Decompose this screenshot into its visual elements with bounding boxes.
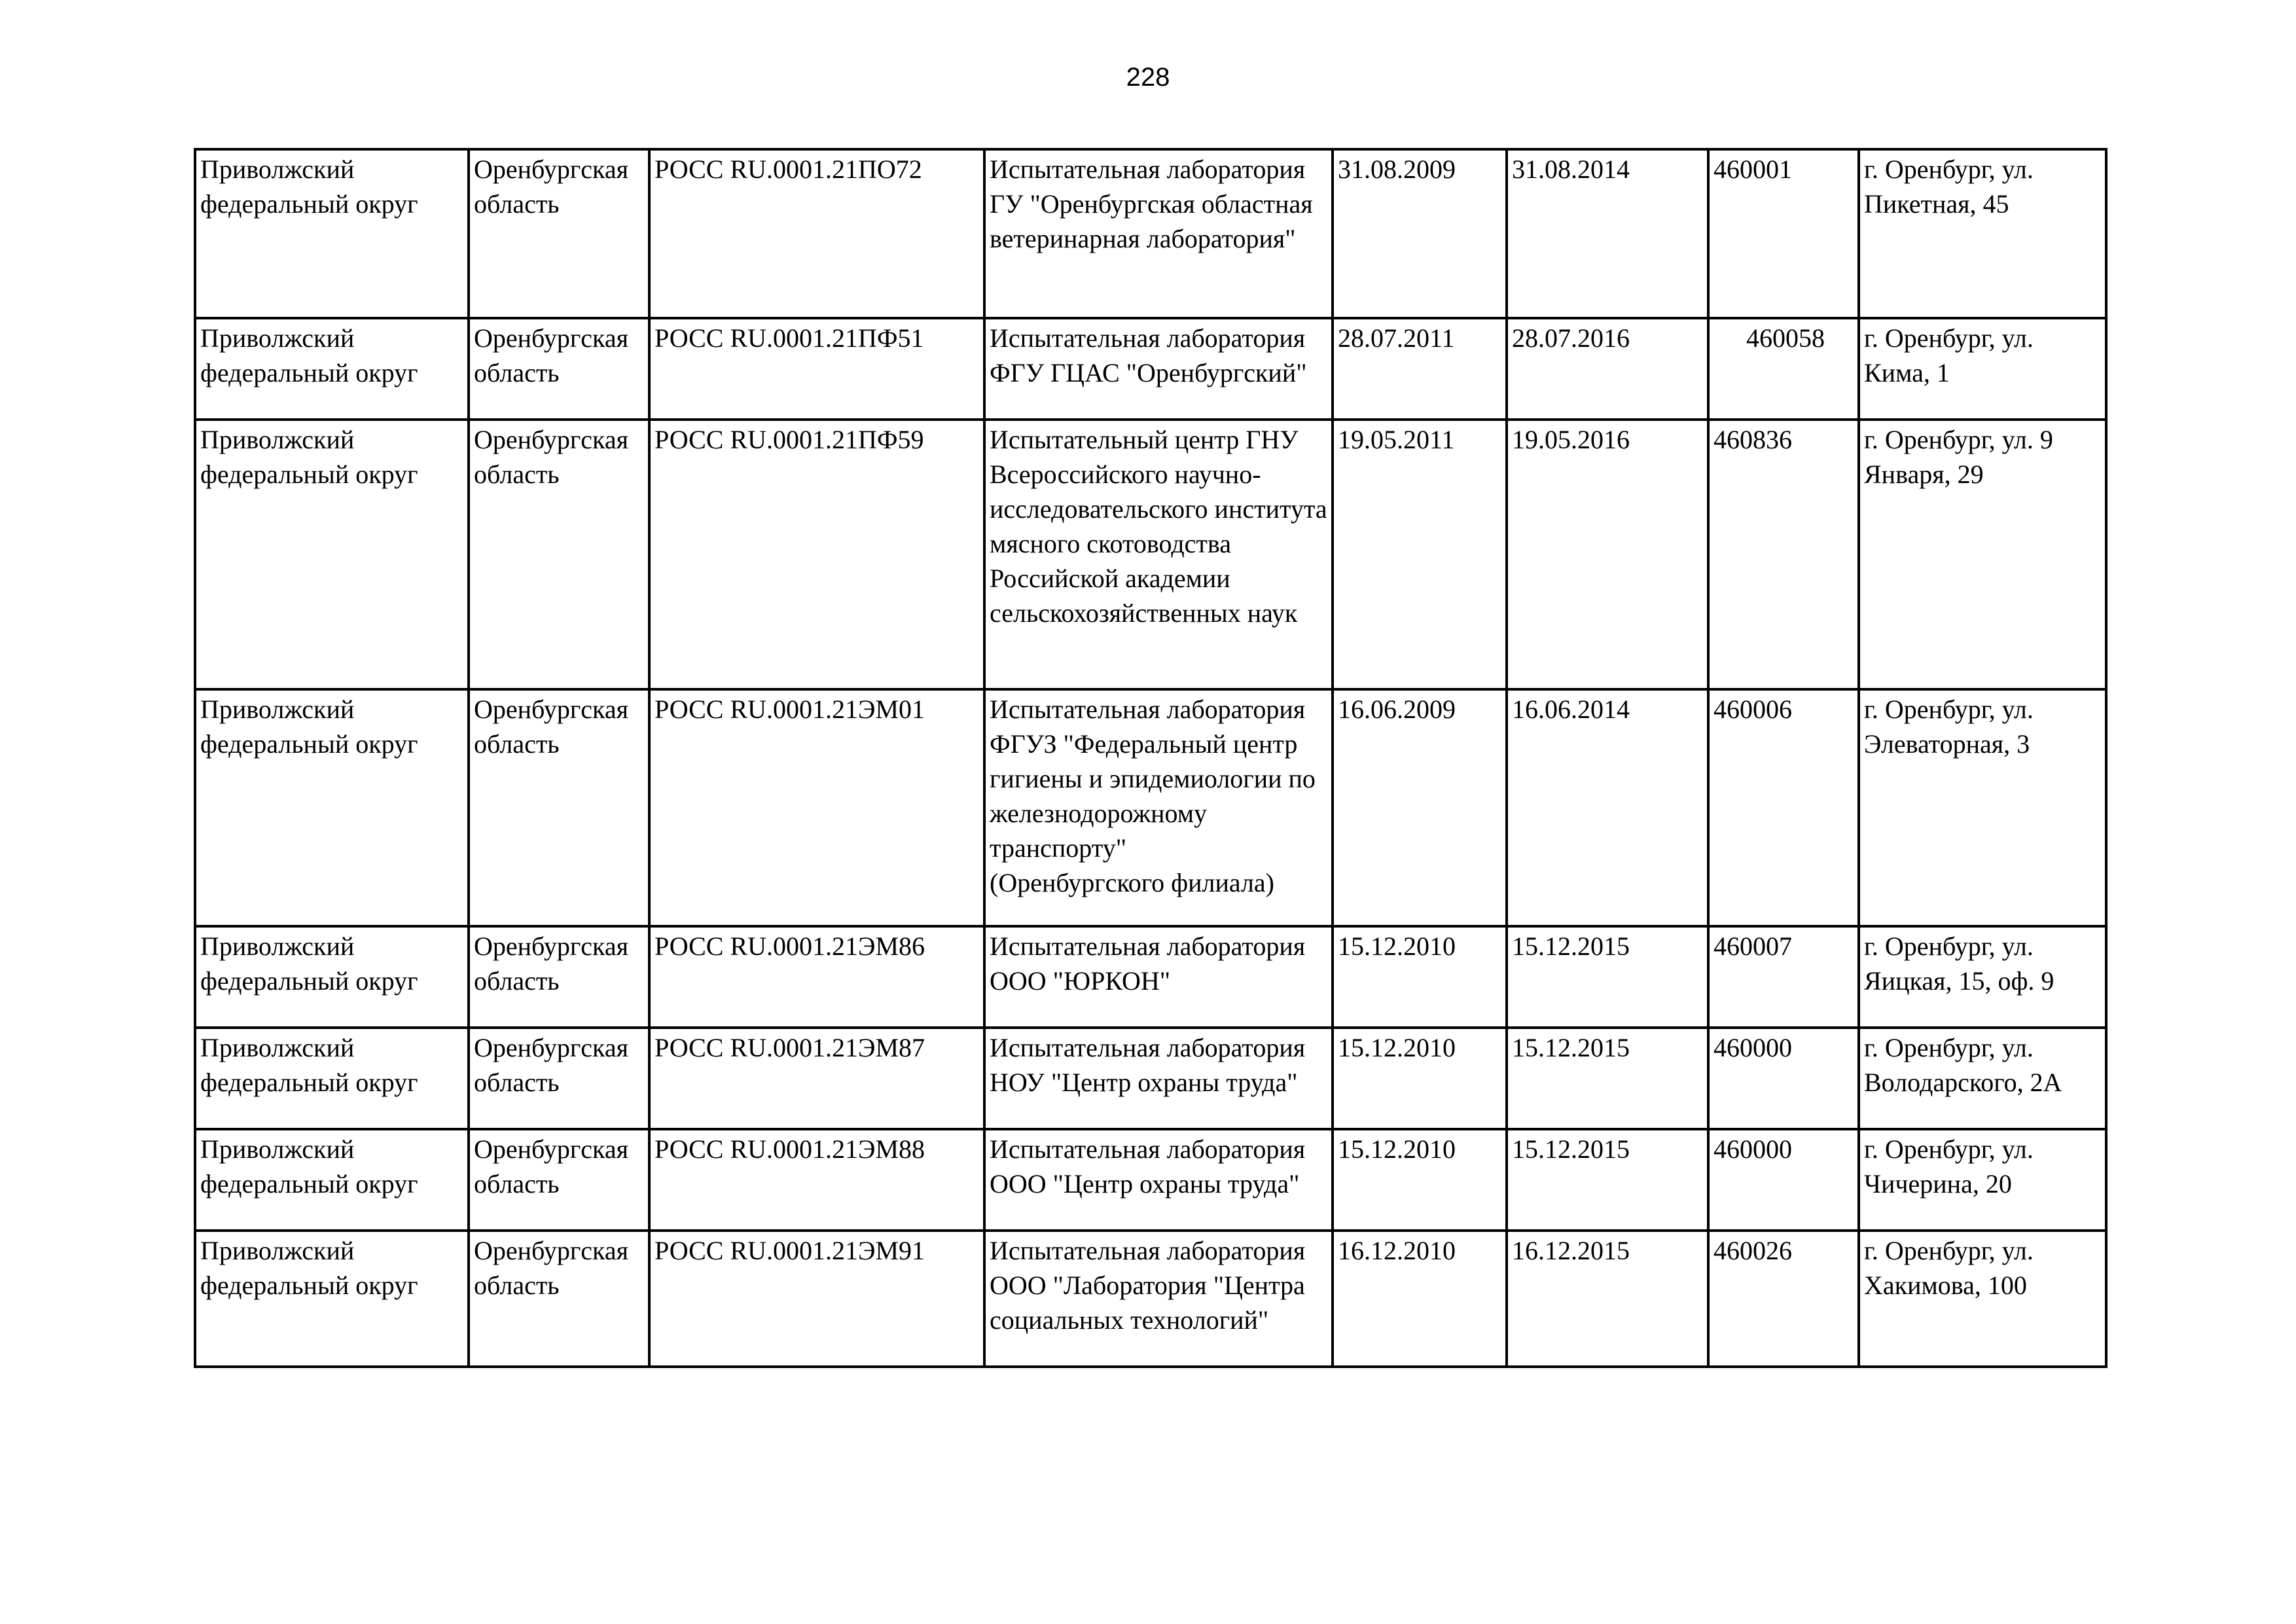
address-cell: г. Оренбург, ул. Яицкая, 15, оф. 9 [1859, 926, 2106, 1028]
reg-number-cell: РОСС RU.0001.21ЭМ91 [649, 1231, 984, 1367]
lab-name-cell: Испытательная лаборатория ООО "Центр охраны труда" [984, 1129, 1333, 1231]
district-cell: Приволжский федеральный округ [195, 318, 469, 420]
zip-cell: 460058 [1708, 318, 1859, 420]
table-row [195, 1129, 2106, 1231]
address-cell: г. Оренбург, ул. Володарского, 2А [1859, 1028, 2106, 1129]
reg-number-cell: РОСС RU.0001.21ЭМ87 [649, 1028, 984, 1129]
lab-name-extra: (Оренбургского филиала) [990, 868, 1274, 897]
lab-name-cell: Испытательная лаборатория ГУ "Оренбургская областная ветеринарная лаборатория" [984, 149, 1333, 318]
table-row [195, 1231, 2106, 1367]
district-cell: Приволжский федеральный округ [195, 420, 469, 689]
region-cell: Оренбургская область [469, 1028, 649, 1129]
date-to-cell: 15.12.2015 [1507, 1129, 1708, 1231]
region-cell: Оренбургская область [469, 1129, 649, 1231]
zip-cell: 460836 [1708, 420, 1859, 689]
date-to-cell: 28.07.2016 [1507, 318, 1708, 420]
table-row [195, 318, 2106, 420]
address-cell: г. Оренбург, ул. 9 Января, 29 [1859, 420, 2106, 689]
registry-table [194, 148, 2108, 1368]
district-cell: Приволжский федеральный округ [195, 1129, 469, 1231]
reg-number-cell: РОСС RU.0001.21ЭМ01 [649, 689, 984, 926]
date-to-cell: 15.12.2015 [1507, 1028, 1708, 1129]
table-row [195, 926, 2106, 1028]
date-to-cell: 19.05.2016 [1507, 420, 1708, 689]
table-row [195, 420, 2106, 689]
lab-name-cell: Испытательная лаборатория ООО "Лаборатория "Центра социальных технологий" [984, 1231, 1333, 1367]
zip-cell: 460001 [1708, 149, 1859, 318]
page-number: 228 [1126, 63, 1170, 92]
date-to-cell: 15.12.2015 [1507, 926, 1708, 1028]
reg-number-cell: РОСС RU.0001.21ПО72 [649, 149, 984, 318]
district-cell: Приволжский федеральный округ [195, 926, 469, 1028]
district-cell: Приволжский федеральный округ [195, 1231, 469, 1367]
region-cell: Оренбургская область [469, 420, 649, 689]
lab-name-cell: Испытательная лаборатория ООО "ЮРКОН" [984, 926, 1333, 1028]
date-to-cell: 31.08.2014 [1507, 149, 1708, 318]
region-cell: Оренбургская область [469, 926, 649, 1028]
address-cell: г. Оренбург, ул. Элеваторная, 3 [1859, 689, 2106, 926]
region-cell: Оренбургская область [469, 689, 649, 926]
table-row [195, 689, 2106, 926]
zip-cell: 460000 [1708, 1129, 1859, 1231]
lab-name-cell: Испытательная лаборатория ФГУ ГЦАС "Оренбургский" [984, 318, 1333, 420]
lab-name-cell: Испытательный центр ГНУ Всероссийского научно-исследовательского института мясного скотоводства Российской академии сельскохозяйственных наук [984, 420, 1333, 689]
zip-cell: 460026 [1708, 1231, 1859, 1367]
lab-name-cell [984, 689, 1333, 926]
date-from-cell: 16.12.2010 [1333, 1231, 1507, 1367]
reg-number-cell: РОСС RU.0001.21ЭМ86 [649, 926, 984, 1028]
region-cell: Оренбургская область [469, 318, 649, 420]
district-cell: Приволжский федеральный округ [195, 149, 469, 318]
date-to-cell: 16.06.2014 [1507, 689, 1708, 926]
date-from-cell: 19.05.2011 [1333, 420, 1507, 689]
reg-number-cell: РОСС RU.0001.21ПФ51 [649, 318, 984, 420]
date-from-cell: 28.07.2011 [1333, 318, 1507, 420]
registry-body [195, 149, 2106, 1367]
reg-number-cell: РОСС RU.0001.21ЭМ88 [649, 1129, 984, 1231]
district-cell: Приволжский федеральный округ [195, 1028, 469, 1129]
address-cell: г. Оренбург, ул. Кима, 1 [1859, 318, 2106, 420]
lab-name-text: Испытательная лаборатория ФГУЗ "Федеральный центр гигиены и эпидемиологии по железнодорожному транспорту" [990, 695, 1316, 863]
region-cell: Оренбургская область [469, 1231, 649, 1367]
table-row [195, 149, 2106, 318]
table-row [195, 1028, 2106, 1129]
address-cell: г. Оренбург, ул. Чичерина, 20 [1859, 1129, 2106, 1231]
date-to-cell: 16.12.2015 [1507, 1231, 1708, 1367]
district-cell: Приволжский федеральный округ [195, 689, 469, 926]
date-from-cell: 15.12.2010 [1333, 1028, 1507, 1129]
region-cell: Оренбургская область [469, 149, 649, 318]
zip-cell: 460006 [1708, 689, 1859, 926]
date-from-cell: 16.06.2009 [1333, 689, 1507, 926]
date-from-cell: 15.12.2010 [1333, 926, 1507, 1028]
reg-number-cell: РОСС RU.0001.21ПФ59 [649, 420, 984, 689]
address-cell: г. Оренбург, ул. Хакимова, 100 [1859, 1231, 2106, 1367]
zip-cell: 460007 [1708, 926, 1859, 1028]
zip-cell: 460000 [1708, 1028, 1859, 1129]
date-from-cell: 31.08.2009 [1333, 149, 1507, 318]
date-from-cell: 15.12.2010 [1333, 1129, 1507, 1231]
address-cell: г. Оренбург, ул. Пикетная, 45 [1859, 149, 2106, 318]
lab-name-cell: Испытательная лаборатория НОУ "Центр охраны труда" [984, 1028, 1333, 1129]
